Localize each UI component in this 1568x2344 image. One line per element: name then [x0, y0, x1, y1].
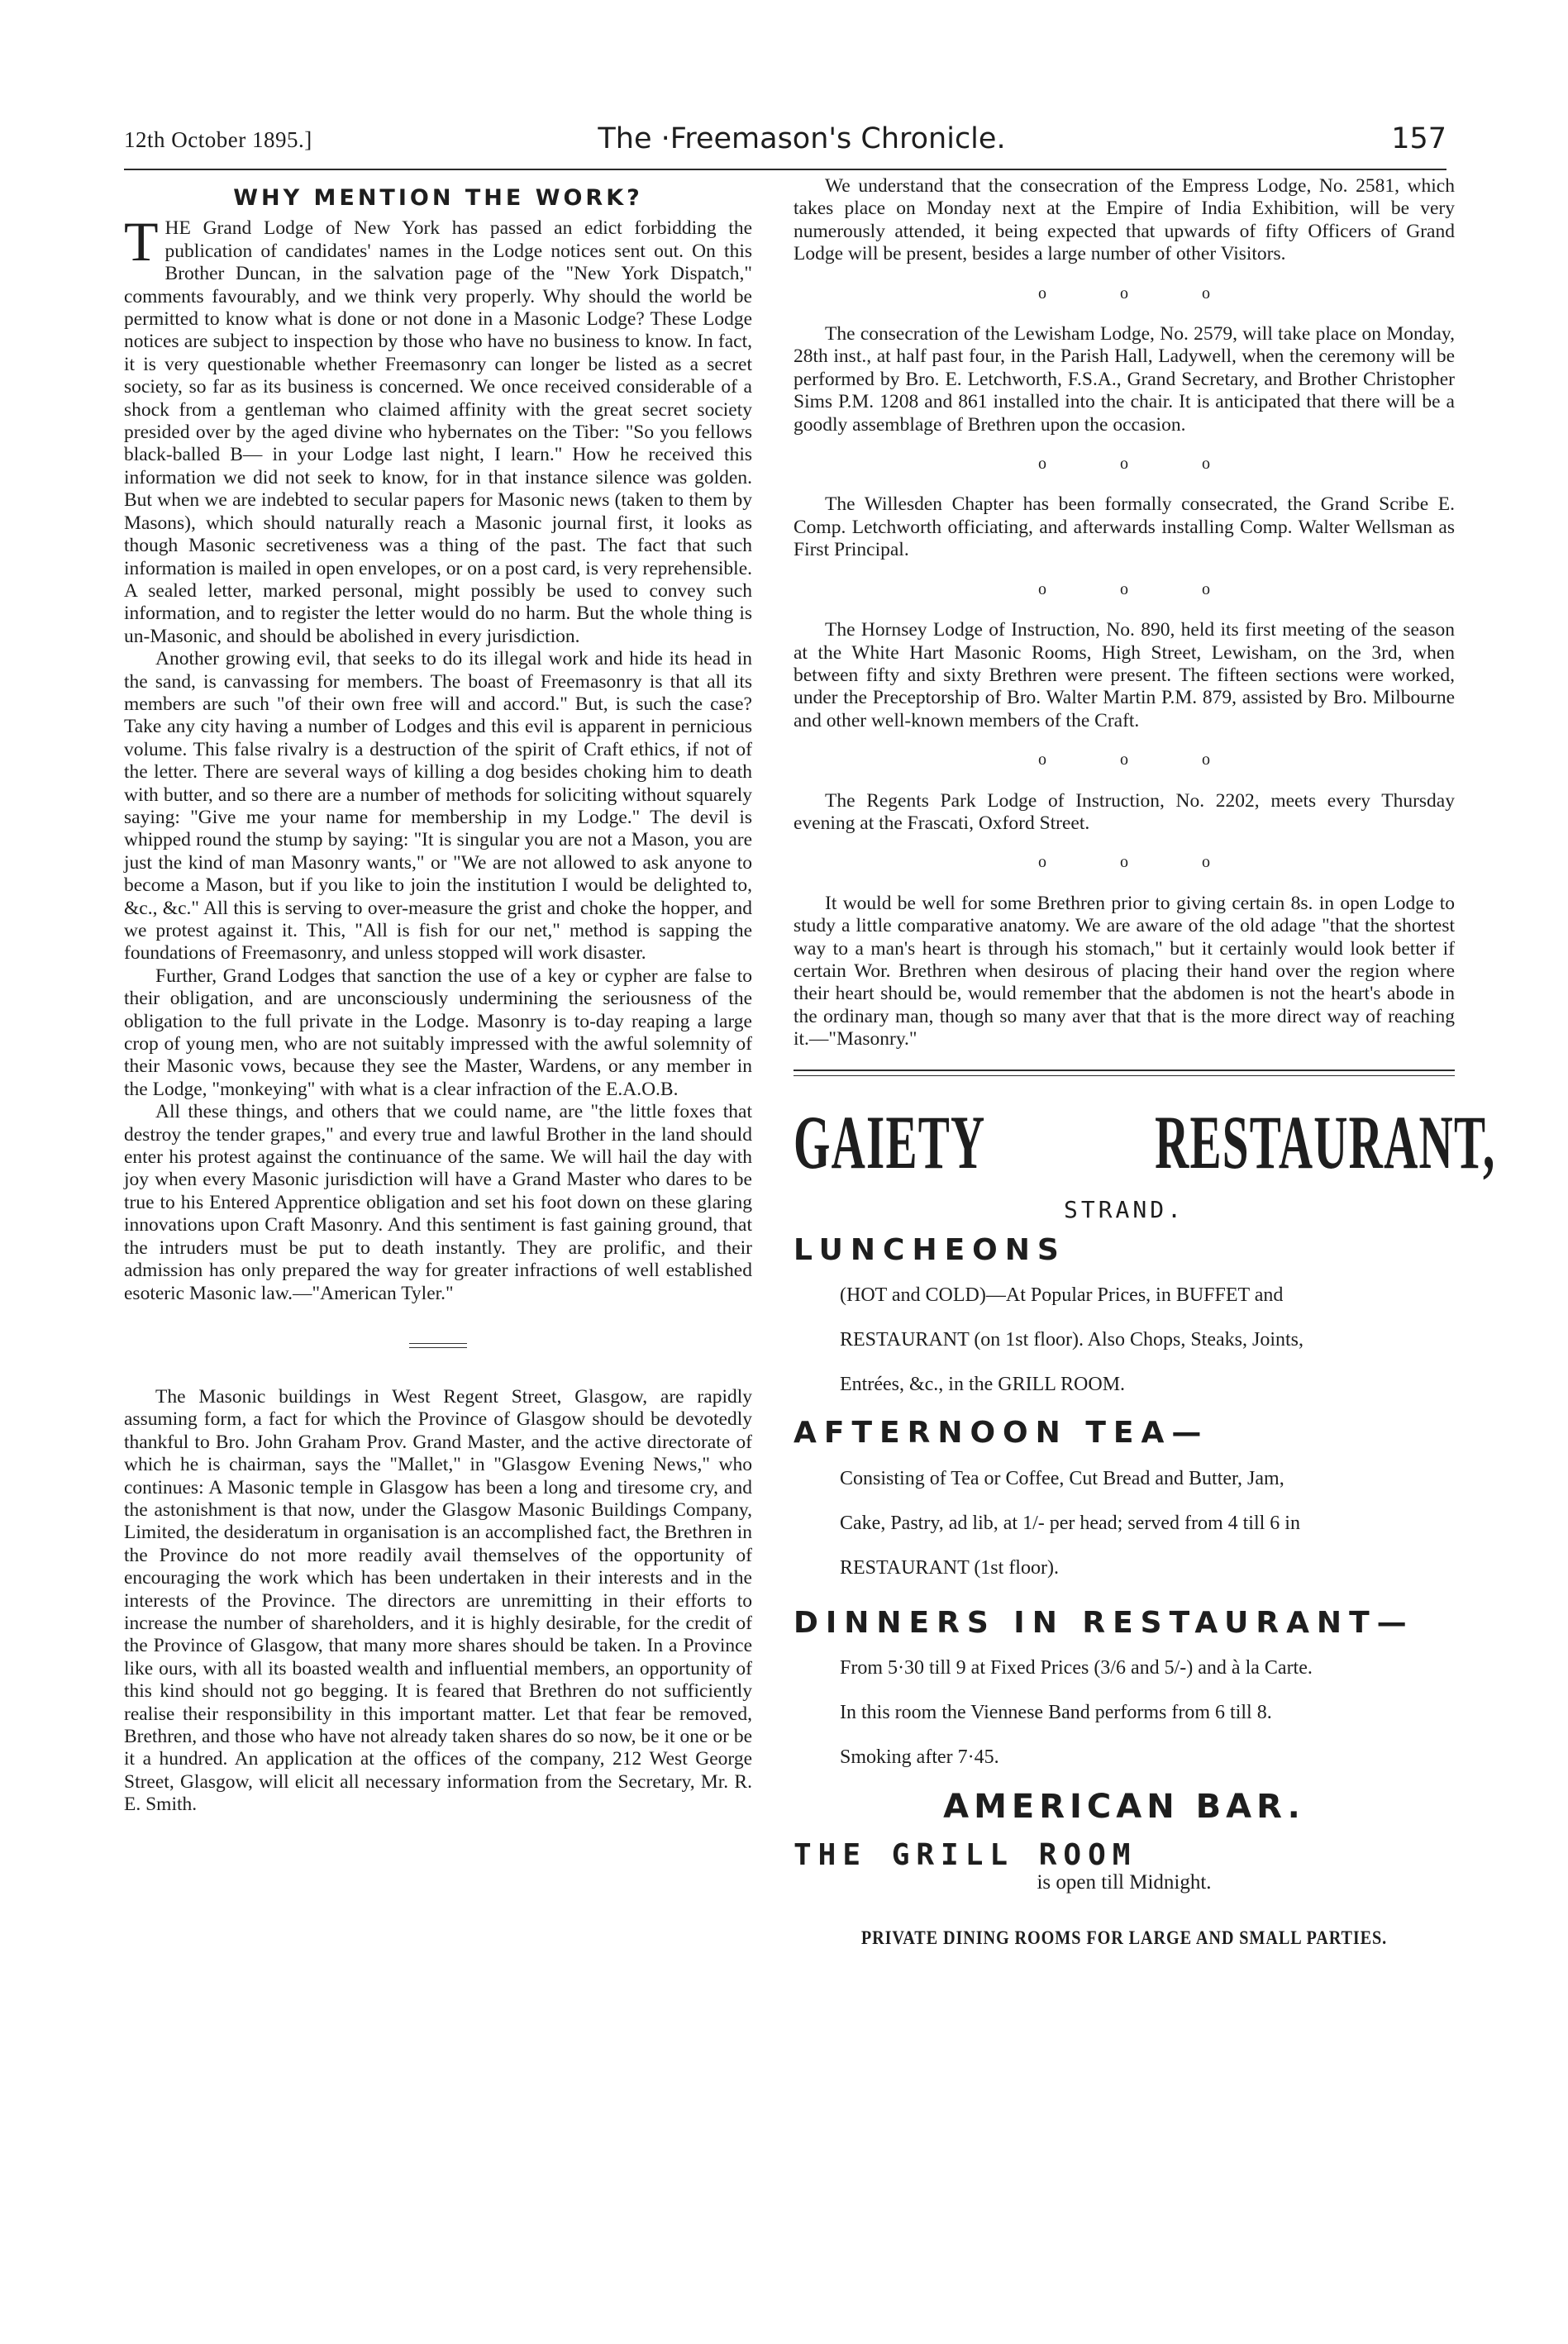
- luncheons-body: (HOT and COLD)—At Popular Prices, in BUFFET and RESTAURANT (on 1st floor). Also Chops, Steaks, Joints, Entrées, &c., in the GRILL ROOM.: [840, 1284, 1303, 1396]
- grill-room-heading: THE GRILL ROOM: [794, 1837, 1137, 1872]
- left-column: [124, 175, 752, 1817]
- ad-location: STRAND.: [1063, 1195, 1184, 1223]
- article-paragraph-2: Another growing evil, that seeks to do its illegal work and hide its head in the sand, is canvassing for members. The boast of Freemasonry is that all its members are such "of their own free will and accord." But, is such the case? Take any city having a number of Lodges and this evil is apparent in pernicious volume. This false rivalry is a destruction of the spirit of Craft ethics, if not of the letter. There are several ways of killing a dog besides choking him to death with butter, and so there are a number of methods for soliciting without squarely saying: "Give me your name for membership in my Lodge." The devil is whipped round the stump by saying: "It is singular you are not a Mason, you are just the kind of man Masonry wants," or "We are not allowed to ask anyone to become a Mason, but if you like to join the institution I would be delighted to, &c., &c." All this is serving to over-measure the grist and choke the hopper, and we protest against it. This, "All is fish for our net," method is sapping the foundations of Freemasonry, and unless stopped will work disaster.: [124, 648, 752, 965]
- separator: o o o: [1038, 579, 1245, 598]
- dinners-body: From 5·30 till 9 at Fixed Prices (3/6 and 5/-) and à la Carte. In this room the Viennese Band performs from 6 till 8. Smoking after 7·45.: [840, 1657, 1313, 1769]
- ad-title-right: RESTAURANT,: [1155, 1099, 1496, 1184]
- running-head: [124, 122, 1446, 169]
- american-bar: AMERICAN BAR.: [943, 1788, 1305, 1827]
- article-title: WHY MENTION THE WORK?: [233, 185, 643, 211]
- separator: o o o: [1038, 455, 1245, 474]
- right-column: [794, 175, 1496, 1950]
- drop-cap: T: [124, 210, 159, 274]
- ad-title-left: GAIETY: [794, 1099, 986, 1184]
- header-rule: [124, 169, 1446, 170]
- afternoon-tea-body: Consisting of Tea or Coffee, Cut Bread and Butter, Jam, Cake, Pastry, ad lib, at 1/- per head; served from 4 till 6 in RESTAURANT (1st floor).: [840, 1467, 1300, 1579]
- news-item: It would be well for some Brethren prior to giving certain 8s. in open Lodge to study a little comparative anatomy. We are aware of the old adage "that the shortest way to a man's heart is through his stomach," but it certainly would look better if certain Wor. Brethren when desirous of placing their hand over the region where their heart should be, would remember that the abdomen is not the heart's abode in the ordinary man, though so many aver that that is the more direct way of reaching it.—"Masonry.": [794, 892, 1455, 1051]
- glasgow-paragraph: The Masonic buildings in West Regent Street, Glasgow, are rapidly assuming form, a fact for which the Province of Glasgow should be devotedly thankful to Bro. John Graham Prov. Grand Master, and the active directorate of which he is chairman, says the "Mallet," in "Glasgow Evening News," who continues: A Masonic temple in Glasgow has been a long and tiresome cry, and the astonishment is that now, under the Glasgow Masonic Buildings Company, Limited, the desideratum in organisation is an accomplished fact, the Brethren in the Province do not more readily avail themselves of the opportunity of encouraging the work which has been undertaken in their interests and in the interests of the Province. The directors are unremitting in their efforts to increase the number of shareholders, and it is highly desirable, for the credit of the Province of Glasgow, that many more shares should be taken. In a Province like ours, with all its boasted wealth and influential members, an opportunity of this kind should not go begging. It is feared that Brethren do not sufficiently realise their responsibility in this important matter. Let that fear be removed, Brethren, and those who have not already taken shares do so now, be it one or be it a hundred. An application at the offices of the company, 212 West George Street, Glasgow, will elicit all necessary information from the Secretary, Mr. R. E. Smith.: [124, 1385, 752, 1816]
- separator: o o o: [1038, 283, 1245, 303]
- separator: o o o: [1038, 750, 1245, 769]
- advertisement-rule: [794, 1070, 1455, 1076]
- news-item: We understand that the consecration of the Empress Lodge, No. 2581, which takes place on Monday next at the Empire of India Exhibition, will be very numerously attended, it being expected that upwards of fifty Officers of Grand Lodge will be present, besides a large number of other Visitors.: [794, 175, 1455, 265]
- news-item: The Willesden Chapter has been formally consecrated, the Grand Scribe E. Comp. Letchworth officiating, and afterwards installing Comp. Walter Wellsman as First Principal.: [794, 493, 1455, 561]
- dinners-heading: DINNERS IN RESTAURANT—: [794, 1605, 1414, 1640]
- grill-room-hours: is open till Midnight.: [1037, 1871, 1212, 1894]
- afternoon-tea-heading: AFTERNOON TEA—: [794, 1416, 1209, 1451]
- section-divider: [409, 1343, 467, 1348]
- article-paragraph-1: THE Grand Lodge of New York has passed an edict forbidding the publication of candidates' names in the Lodge notices sent out. On this Brother Duncan, in the salvation page of the "New York Dispatch," comments favourably, and we think very properly. Why should the world be permitted to know what is done or not done in a Masonic Lodge? These Lodge notices are subject to inspection by those who have no business to know. In fact, it is very questionable whether Freemasonry can longer be listed as a secret society, so far as its business is concerned. We once received considerable of a shock from a gentleman who claimed affinity with the great secret society presided over by the aged divine who hybernates on the Tiber: "So you fellows black-balled B— in your Lodge last night, I learn." How he received this information we did not seek to know, for in that instance silence was golden. But when we are indebted to secular papers for Masonic news (taken to them by Masons), which should naturally reach a Masonic journal first, it looks as though Masonic secretiveness was a thing of the past. The fact that such information is mailed in open envelopes, or on a post card, is very reprehensible. A sealed letter, marked personal, might possibly be used to convey such information, and to register the letter would do no harm. But the whole thing is un-Masonic, and should be abolished in every jurisdiction.: [124, 210, 752, 647]
- news-item: The consecration of the Lewisham Lodge, No. 2579, will take place on Monday, 28th inst., at half past four, in the Parish Hall, Ladywell, when the ceremony will be performed by Bro. E. Letchworth, F.S.A., Grand Secretary, and Brother Christopher Sims P.M. 1208 and 861 installed into the chair. It is anticipated that there will be a goodly assemblage of Brethren upon the occasion.: [794, 323, 1455, 436]
- page-number: 157: [1391, 122, 1446, 155]
- issue-date: 12th October 1895.]: [124, 127, 312, 152]
- news-item: The Hornsey Lodge of Instruction, No. 890, held its first meeting of the season at the White Hart Masonic Rooms, High Street, Lewisham, on the 3rd, when between fifty and sixty Brethren were present. The fifteen sections were worked, under the Preceptorship of Bro. Walter Martin P.M. 879, assisted by Bro. Milbourne and other well-known members of the Craft.: [794, 619, 1455, 731]
- advertisement: [794, 1099, 1496, 1950]
- article-paragraph-3: Further, Grand Lodges that sanction the use of a key or cypher are false to their obligation, and are unconsciously undermining the seriousness of the obligation to the full private in the Lodge. Masonry is to-day reaping a large crop of young men, who are not suitably impressed with the awful solemnity of their Masonic vows, because they see the Master, Wardens, or any member in the Lodge, "monkeying" with what is a clear infraction of the E.A.O.B.: [124, 965, 752, 1100]
- publication-title: The ·Freemason's Chronicle.: [598, 122, 1006, 155]
- private-dining-rooms: PRIVATE DINING ROOMS FOR LARGE AND SMALL PARTIES.: [860, 1927, 1388, 1949]
- article-paragraph-4: All these things, and others that we could name, are "the little foxes that destroy the tender grapes," and every true and lawful Brother in the land should enter his protest against the continuance of the same. We will hail the day with joy when every Masonic jurisdiction will have a Grand Master who dares to be true to his Entered Apprentice obligation and set his foot down on these glaring innovations upon Craft Masonry. And this sentiment is fast gaining ground, that the intruders must be put to death instantly. They are prolific, and their admission has only prepared the way for greater infractions of well established esoteric Masonic law.—"American Tyler.": [124, 1101, 752, 1304]
- luncheons-heading: LUNCHEONS: [794, 1233, 1066, 1267]
- news-item: The Regents Park Lodge of Instruction, No. 2202, meets every Thursday evening at the Frascati, Oxford Street.: [794, 789, 1455, 834]
- ad-title: [794, 1099, 1496, 1184]
- separator: o o o: [1038, 853, 1245, 872]
